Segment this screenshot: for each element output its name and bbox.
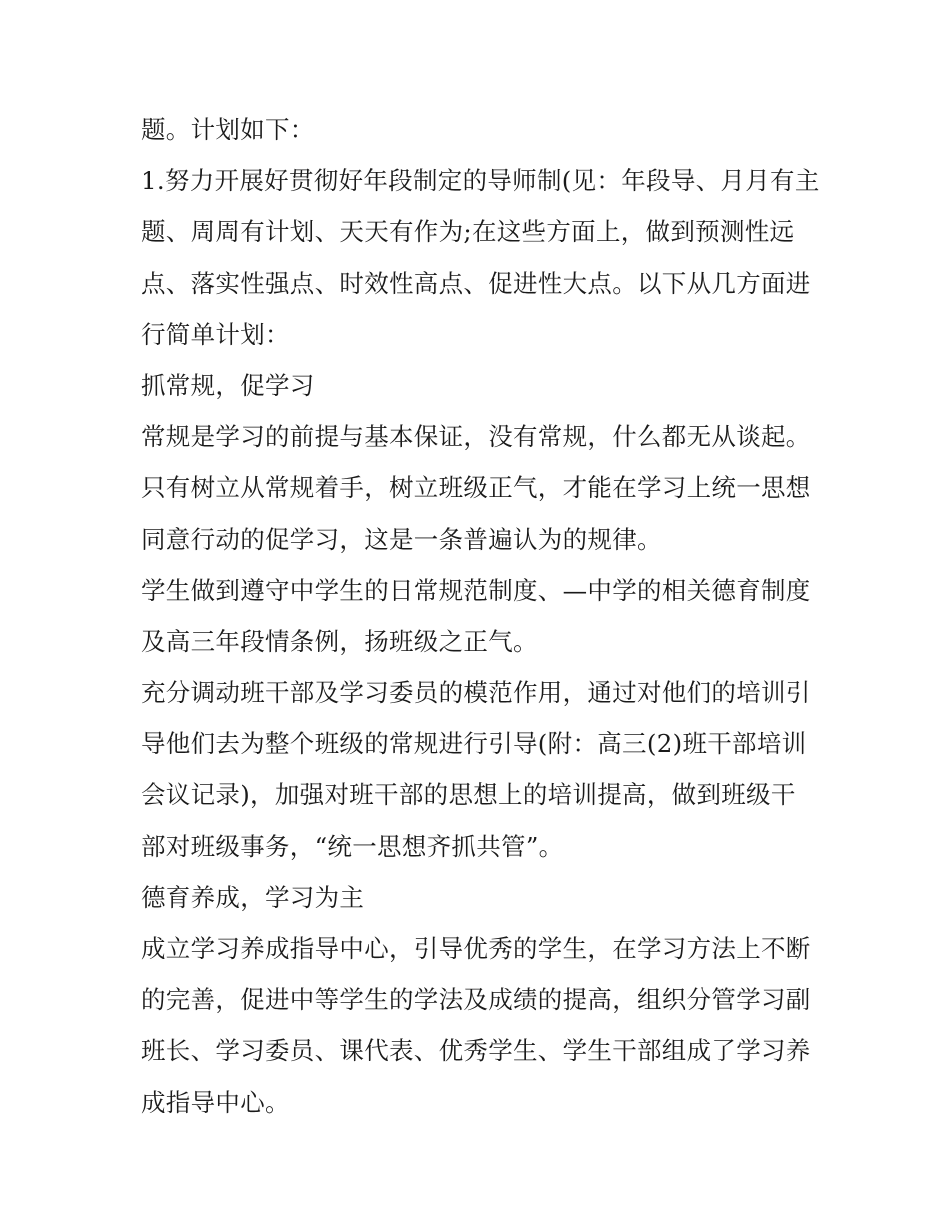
text-line: 只有树立从常规着手，树立班级正气，才能在学习上统一思想 xyxy=(141,473,811,503)
text-line: 会议记录)，加强对班干部的思想上的培训提高，做到班级干 xyxy=(141,780,796,810)
section-heading: 抓常规，促学习 xyxy=(141,370,315,400)
text-line: 部对班级事务，“统一思想齐抓共管”。 xyxy=(141,831,564,861)
text-line: 导他们去为整个班级的常规进行引导(附：高三(2)班干部培训 xyxy=(141,729,807,759)
text-line: 常规是学习的前提与基本保证，没有常规，什么都无从谈起。 xyxy=(141,422,811,452)
text-line: 题、周周有计划、天天有作为;在这些方面上，做到预测性远 xyxy=(141,217,795,247)
text-line: 班长、学习委员、课代表、优秀学生、学生干部组成了学习养 xyxy=(141,1036,811,1066)
document-body xyxy=(141,104,821,1128)
text-line: 充分调动班干部及学习委员的模范作用，通过对他们的培训引 xyxy=(141,678,811,708)
text-line: 成立学习养成指导中心，引导优秀的学生，在学习方法上不断 xyxy=(141,934,811,963)
text-line: 行简单计划： xyxy=(141,319,290,349)
text-line: 的完善，促进中等学生的学法及成绩的提高，组织分管学习副 xyxy=(141,985,811,1015)
section-heading: 德育养成，学习为主 xyxy=(141,882,365,912)
text-line: 及高三年段情条例，扬班级之正气。 xyxy=(141,626,538,656)
text-line: 1.努力开展好贯彻好年段制定的导师制(见：年段导、月月有主 xyxy=(141,166,820,196)
text-line: 点、落实性强点、时效性高点、促进性大点。以下从几方面进 xyxy=(141,268,811,298)
text-line: 学生做到遵守中学生的日常规范制度、—中学的相关德育制度 xyxy=(141,575,811,605)
text-line: 同意行动的促学习，这是一条普遍认为的规律。 xyxy=(141,524,662,554)
text-line: 题。计划如下： xyxy=(141,115,315,144)
text-line: 成指导中心。 xyxy=(141,1087,290,1117)
